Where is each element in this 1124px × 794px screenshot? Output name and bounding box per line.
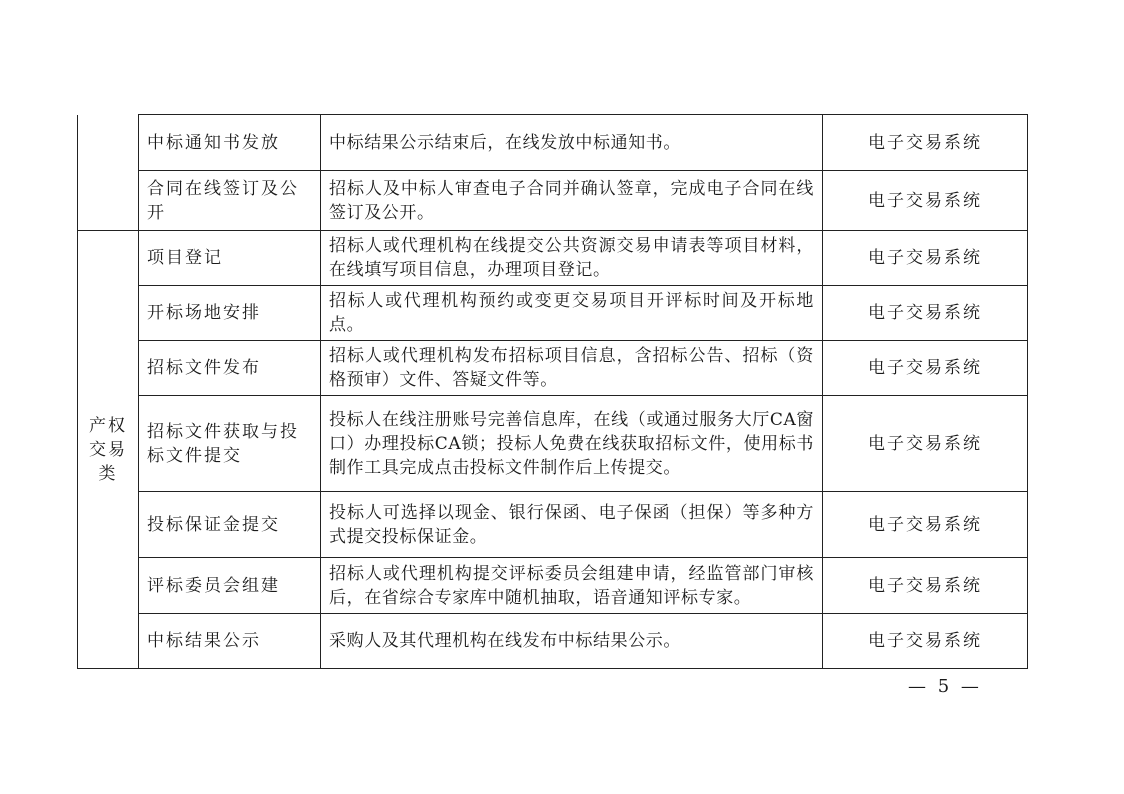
page-number: — 5 — [908, 676, 982, 697]
table-row [78, 341, 1028, 396]
system-cell: 电子交易系统 [823, 492, 1028, 558]
table-row [78, 286, 1028, 341]
description-cell: 招标人或代理机构在线提交公共资源交易申请表等项目材料，在线填写项目信息，办理项目登记。 [321, 231, 823, 286]
step-cell: 项目登记 [139, 231, 321, 286]
table-row [78, 558, 1028, 614]
table-row [78, 171, 1028, 231]
system-cell: 电子交易系统 [823, 396, 1028, 492]
step-cell: 招标文件发布 [139, 341, 321, 396]
description-cell: 投标人可选择以现金、银行保函、电子保函（担保）等多种方式提交投标保证金。 [321, 492, 823, 558]
step-cell: 中标通知书发放 [139, 115, 321, 171]
step-cell: 合同在线签订及公开 [139, 171, 321, 231]
system-cell: 电子交易系统 [823, 558, 1028, 614]
system-cell: 电子交易系统 [823, 231, 1028, 286]
step-cell: 中标结果公示 [139, 614, 321, 669]
system-cell: 电子交易系统 [823, 286, 1028, 341]
table-row [78, 231, 1028, 286]
table-row [78, 396, 1028, 492]
step-cell: 招标文件获取与投标文件提交 [139, 396, 321, 492]
table-row [78, 115, 1028, 171]
table-row [78, 492, 1028, 558]
description-cell: 招标人及中标人审查电子合同并确认签章，完成电子合同在线签订及公开。 [321, 171, 823, 231]
step-cell: 投标保证金提交 [139, 492, 321, 558]
description-cell: 投标人在线注册账号完善信息库，在线（或通过服务大厅CA窗口）办理投标CA锁；投标人免费在线获取招标文件，使用标书制作工具完成点击投标文件制作后上传提交。 [321, 396, 823, 492]
category-cell: 产权交易类 [78, 231, 139, 669]
system-cell: 电子交易系统 [823, 115, 1028, 171]
description-cell: 招标人或代理机构提交评标委员会组建申请，经监管部门审核后，在省综合专家库中随机抽取，语音通知评标专家。 [321, 558, 823, 614]
step-cell: 开标场地安排 [139, 286, 321, 341]
step-cell: 评标委员会组建 [139, 558, 321, 614]
system-cell: 电子交易系统 [823, 341, 1028, 396]
description-cell: 采购人及其代理机构在线发布中标结果公示。 [321, 614, 823, 669]
description-cell: 中标结果公示结束后，在线发放中标通知书。 [321, 115, 823, 171]
table-row [78, 614, 1028, 669]
description-cell: 招标人或代理机构发布招标项目信息，含招标公告、招标（资格预审）文件、答疑文件等。 [321, 341, 823, 396]
system-cell: 电子交易系统 [823, 171, 1028, 231]
system-cell: 电子交易系统 [823, 614, 1028, 669]
description-cell: 招标人或代理机构预约或变更交易项目开评标时间及开标地点。 [321, 286, 823, 341]
process-table [77, 114, 1028, 669]
category-cell [78, 115, 139, 231]
